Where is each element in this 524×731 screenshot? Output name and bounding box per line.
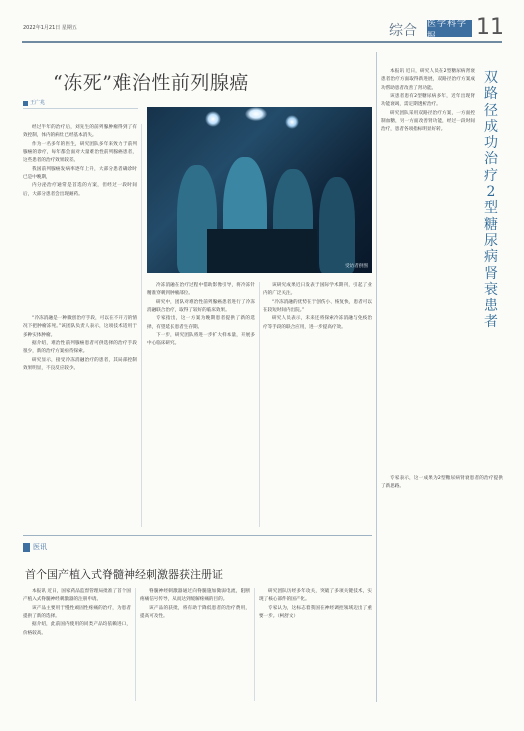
column-divider bbox=[259, 282, 260, 527]
article2-column-2 bbox=[140, 588, 250, 701]
paragraph: 研究人员表示，未来还将探索冷冻消融与免疫治疗等手段的联合应用，进一步提高疗效。 bbox=[263, 316, 372, 330]
paragraph: 专家认为，这标志着我国在神经调控领域迈出了重要一步。（柯舒文） bbox=[259, 605, 372, 620]
column-divider bbox=[254, 588, 255, 701]
article-column-1a bbox=[23, 124, 137, 310]
article-column-1b bbox=[23, 315, 137, 527]
paragraph: 据介绍，难治性前列腺癌患者可供选择的治疗手段很少，新的治疗方案亟待探索。 bbox=[23, 341, 137, 355]
section-name: 综合 bbox=[389, 23, 417, 39]
header-rule bbox=[22, 41, 502, 43]
surgeon-figure bbox=[319, 177, 355, 273]
sidebar-divider bbox=[376, 52, 377, 702]
page-date: 2022年1月21日 星期五 bbox=[23, 25, 77, 31]
section-tag-icon bbox=[23, 543, 30, 552]
surgical-light bbox=[205, 111, 221, 127]
paragraph: 本报讯 近日，国家药品监督管理局批准了首个国产植入式脊髓神经刺激器的注册申请。 bbox=[23, 589, 131, 603]
article2-column-1 bbox=[23, 588, 131, 701]
byline-marker-icon bbox=[23, 101, 28, 106]
section-rule bbox=[23, 535, 372, 536]
newspaper-logo: 医学科学报 bbox=[427, 20, 472, 37]
paragraph: 作为一名多年的医生，研究团队多年来致力于前列腺癌的诊疗，每年都会面对大量难治性前列腺癌患者，这些患者的治疗效果较差。 bbox=[23, 141, 137, 164]
paragraph: 专家表示，这一成果为2型糖尿病肾衰患者的治疗提供了新思路。 bbox=[381, 476, 503, 490]
photo-credit: 受访者供图 bbox=[345, 264, 368, 269]
article-byline: 王广兆 bbox=[30, 100, 46, 106]
paragraph: 专家指出，这一方案为晚期患者提供了新的选择，有望延长患者生存期。 bbox=[147, 316, 255, 330]
paragraph: 该产品的获批，将有助于降低患者的治疗费用，提高可及性。 bbox=[140, 605, 250, 620]
sidebar-headline: 双路径成功治疗2型糖尿病肾衰患者 bbox=[484, 70, 498, 331]
paragraph: 研究显示，接受冷冻消融治疗的患者，其局部控制效果明显，不良反应较少。 bbox=[23, 357, 137, 372]
paragraph: 研究团队历经多年攻关，突破了多项关键技术，实现了核心部件的国产化。 bbox=[259, 589, 372, 603]
column-divider bbox=[141, 124, 142, 527]
byline-rule bbox=[23, 108, 138, 109]
paragraph: 我国前列腺癌发病率逐年上升，大部分患者确诊时已是中晚期， bbox=[23, 166, 137, 181]
paragraph: 研究中，团队对难治性前列腺癌患者进行了冷冻消融联合治疗，取得了较好的临床效果。 bbox=[147, 299, 255, 314]
paragraph: 冷冻消融在治疗过程中借助影像引导，将冷冻针精准穿刺到肿瘤部位。 bbox=[147, 283, 255, 297]
surgical-light bbox=[285, 115, 299, 129]
paragraph: 下一步，研究团队将进一步扩大样本量，开展多中心临床研究。 bbox=[147, 333, 255, 347]
sidebar-column-b bbox=[381, 475, 503, 697]
paragraph: 内分泌治疗通常是首选的方案，但经过一段时间后，大部分患者会出现耐药。 bbox=[23, 183, 137, 197]
article-headline: “冻死”难治性前列腺癌 bbox=[53, 72, 249, 94]
paragraph: 研究团队采用双路径治疗方案，一方面控制血糖，另一方面改善肾功能，经过一段时间治疗，患者各项指标明显好转。 bbox=[381, 110, 475, 133]
sidebar-column-a bbox=[381, 68, 475, 468]
article-column-2 bbox=[147, 282, 255, 527]
column-divider bbox=[135, 588, 136, 701]
paragraph: 该研究成果近日发表于国际学术期刊，引起了业内的广泛关注。 bbox=[263, 283, 372, 297]
paragraph: “冷冻消融是一种微创治疗手段，可以在不开刀的情况下把肿瘤冻死。”该团队负责人表示，这项技术适用于多种实体肿瘤。 bbox=[23, 316, 137, 338]
page-number: 11 bbox=[476, 15, 504, 40]
paragraph: 本报讯 近日，研究人员在2型糖尿病肾衰患者治疗方面取得新进展，双路径治疗方案成功帮助患者改善了肾功能。 bbox=[381, 69, 475, 91]
paragraph: 该患者患有2型糖尿病多年，近年出现肾功能衰竭，需定期透析治疗。 bbox=[381, 94, 475, 108]
operating-table bbox=[207, 229, 317, 273]
paragraph: “冷冻消融的优势在于创伤小、恢复快，患者可以在较短时间内出院。” bbox=[263, 299, 372, 314]
surgical-light bbox=[245, 107, 267, 121]
article2-column-3 bbox=[259, 588, 372, 701]
article-column-3 bbox=[263, 282, 372, 527]
paragraph: 脊髓神经刺激器通过向脊髓施加微弱电流，阻断疼痛信号传导，从而达到缓解疼痛的目的。 bbox=[140, 589, 250, 603]
surgery-photo bbox=[147, 107, 372, 273]
article2-headline: 首个国产植入式脊髓神经刺激器获注册证 bbox=[25, 568, 223, 581]
paragraph: 经过半年的治疗后，刘先生的前列腺肿瘤得到了有效控制，体内的病灶已经基本消失。 bbox=[23, 125, 137, 139]
paragraph: 该产品主要用于慢性顽固性疼痛的治疗，为患者提供了新的选择。 bbox=[23, 605, 131, 620]
section-tag: 医讯 bbox=[33, 543, 47, 551]
paragraph: 据介绍，此前国内使用的同类产品均依赖进口，价格较高。 bbox=[23, 622, 131, 636]
